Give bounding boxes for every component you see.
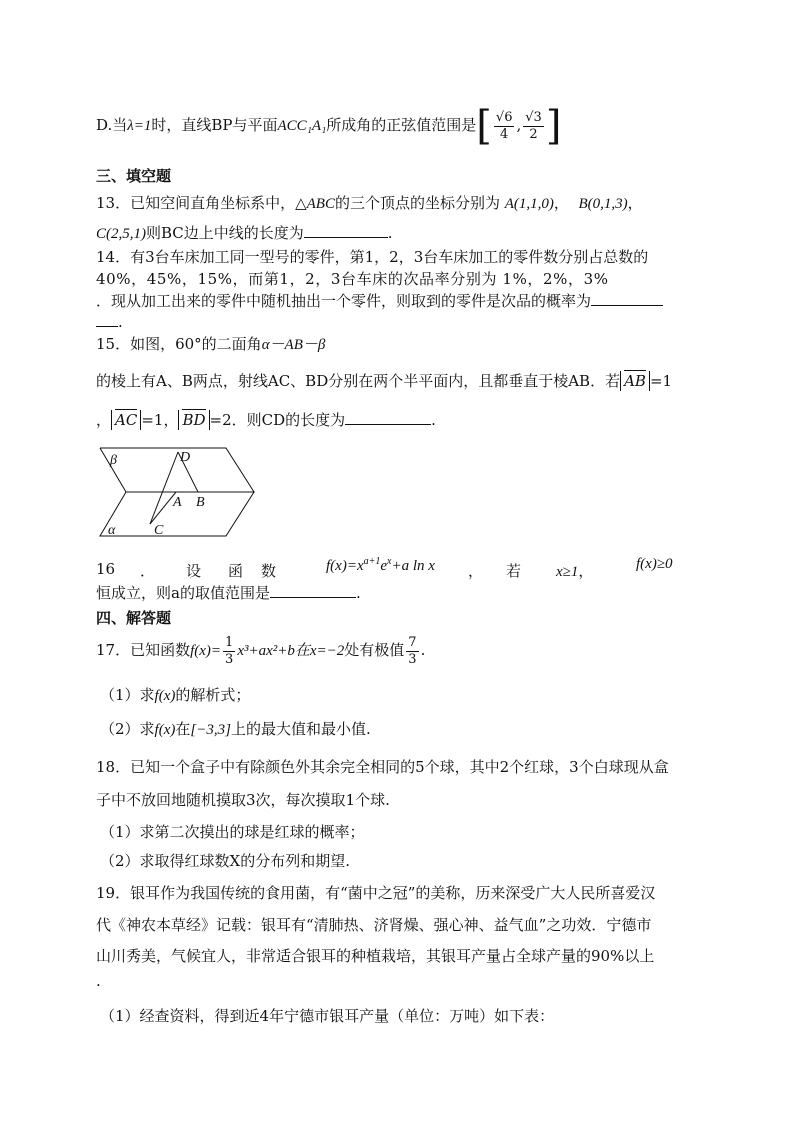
- q15-line2: 的棱上有A、B两点，射线AC、BD分别在两个半平面内，且都垂直于棱AB．若 AB =1: [96, 372, 673, 390]
- label-c: C: [154, 523, 164, 538]
- q14-line1: 14．有3台车床加工同一型号的零件，第1，2，3台车床加工的零件数分别占总数的: [96, 248, 649, 266]
- q17-part2: （2）求f(x)在[−3,3]上的最大值和最小值.: [100, 720, 371, 738]
- option-d-text: 时，直线BP与平面: [151, 116, 278, 134]
- q13-answer-blank[interactable]: [304, 223, 388, 238]
- point-b: B(0,1,3): [578, 196, 628, 212]
- vector-ac: AC: [115, 411, 138, 429]
- q17-part1: （1）求f(x)的解析式；: [100, 686, 251, 704]
- option-d-label: D.当: [96, 116, 128, 134]
- q19-line1: 19．银耳作为我国传统的食用菌，有“菌中之冠”的美称，历来深受广大人民所喜爱汉: [96, 884, 656, 902]
- segment-cd: [150, 452, 178, 524]
- q19-line2: 代《神农本草经》记载：银耳有“清肺热、济肾燥、强心神、益气血”之功效．宁德市: [96, 916, 652, 934]
- label-beta: β: [110, 453, 117, 468]
- q13-line2: C(2,5,1)则BC边上中线的长度为 .: [96, 224, 393, 242]
- section-solutions: 四、解答题: [96, 609, 172, 627]
- right-bracket: ]: [545, 103, 562, 149]
- label-a: A: [173, 495, 182, 510]
- q14-line2: 40%，45%，15%，而第1，2，3台车床的次品率分别为 1%，2%，3%: [96, 270, 609, 288]
- upper-bound-fraction: $\frac{√3}{2}$: [525, 109, 542, 142]
- q18-line1: 18．已知一个盒子中有除颜色外其余完全相同的5个球，其中2个红球，3个白球现从盒: [96, 758, 669, 776]
- q19-line4: .: [96, 972, 101, 990]
- q16-line1: 16: [96, 560, 116, 578]
- dihedral-figure: [96, 444, 258, 540]
- function-definition: $f(x)=x^{a+1}e^x+a$ ln x: [326, 556, 435, 574]
- q14-line4: .: [96, 312, 123, 331]
- q19-line3: 山川秀美，气候宜人，非常适合银耳的种植栽培，其银耳产量占全球产量的90%以上: [96, 947, 655, 965]
- lambda-condition: λ=1: [127, 118, 152, 134]
- q18-line2: 子中不放回地随机摸取3次，每次摸取1个球.: [96, 791, 390, 809]
- lower-bound-fraction: $\frac{√6}{4}$: [495, 109, 513, 142]
- q15-line3: ， AC =1， BD =2．则CD的长度为 .: [96, 411, 436, 429]
- q19-part1: （1）经查资料，得到近4年宁德市银耳产量（单位：万吨）如下表：: [100, 1007, 555, 1025]
- q15-answer-blank[interactable]: [345, 410, 431, 425]
- exam-page: D.当λ=1时，直线BP与平面ACC₁A₁所成角的正弦值范围是[ $\frac{√6}{4}$ , $\frac{√3}{2}$ ] 三、填空题 13．已知空间直角坐标系中，△ABC的三个顶点的坐标分别为 A(1,1,0)， B(0,1,3)， C(2,5,1)则BC边上中线的长度为 . 14．有3台车床加工同一型号的零件，第1，2，3台车床加工的零件数分别占总数的 40%，45%，15%，而第1，2，3台车床的次品率分别为 1%，2%，3% ．现从加工出来的零件中随机抽出一个零件，则取到的零件是次品的概率为 . 15．如图，60°的二面角α－AB－β 的棱上有A、B两点，射线AC、BD分别在两个半平面内，且都垂直于棱AB．若 AB =1 ， AC =1， BD =2．则CD的长度为 . β D A B C α 16 ． 设 函数 $f(x)=x^{a+1}e^x+a$ ln x ， 若 x≥1， f(x)≥0 恒成立，则a的取值范围是 . 四、解答题 17．已知函数f(x)= $\frac{1}{3}$ x³+ax²+b在x=−2处有极值 $\frac{7}{3}$ . （1）求f(x)的解析式； （2）求f(x)在[−3,3]上的最大值和最小值. 18．已知一个盒子中有除颜色外其余完全相同的5个球，其中2个红球，3个白球现从盒 子中不放回地随机摸取3次，每次摸取1个球. （1）求第二次摸出的球是红球的概率； （2）求取得红球数X的分布列和期望. 19．银耳作为我国传统的食用菌，有“菌中之冠”的美称，历来深受广大人民所喜爱汉 代《神农本草经》记载：银耳有“清肺热、济肾燥、强心神、益气血”之功效．宁德市 山川秀美，气候宜人，非常适合银耳的种植栽培，其银耳产量占全球产量的90%以上 . （1）经查资料，得到近4年宁德市银耳产量（单位：万吨）如下表：: [96, 103, 673, 1025]
- q18-part2: （2）求取得红球数X的分布列和期望.: [100, 852, 350, 870]
- vector-bd: BD: [182, 411, 206, 429]
- point-c: C(2,5,1): [96, 226, 146, 242]
- option-d-suffix: 所成角的正弦值范围是: [326, 116, 477, 134]
- inequality: f(x)≥0: [636, 556, 673, 572]
- q16-line2: 恒成立，则a的取值范围是 .: [96, 584, 361, 602]
- q13-line1: 13．已知空间直角坐标系中，△ABC的三个顶点的坐标分别为 A(1,1,0)， B(0,1,3)，: [96, 194, 643, 212]
- label-alpha: α: [108, 523, 116, 538]
- q18-part1: （1）求第二次摸出的球是红球的概率；: [100, 823, 365, 841]
- label-d: D: [180, 450, 191, 465]
- option-d: D.当λ=1时，直线BP与平面ACC₁A₁所成角的正弦值范围是[ $\frac{√6}{4}$ , $\frac{√3}{2}$ ]: [96, 103, 562, 149]
- q14-answer-blank-cont[interactable]: [96, 312, 118, 327]
- dihedral-angle: α－AB－β: [261, 337, 326, 353]
- q16-answer-blank[interactable]: [270, 583, 356, 598]
- plane-name: ACC₁A₁: [277, 118, 327, 134]
- section-fill-in: 三、填空题: [96, 167, 172, 185]
- left-bracket: [: [476, 103, 492, 149]
- point-a: A(1,1,0): [504, 196, 554, 212]
- vector-ab: AB: [624, 372, 646, 390]
- q17-stem: 17．已知函数f(x)= $\frac{1}{3}$ x³+ax²+b在x=−2处有极值 $\frac{7}{3}$ .: [96, 634, 426, 667]
- label-b: B: [196, 495, 205, 510]
- q14-line3: ．现从加工出来的零件中随机抽出一个零件，则取到的零件是次品的概率为: [96, 290, 663, 311]
- q15-line1: 15．如图，60°的二面角α－AB－β: [96, 335, 326, 353]
- q14-answer-blank[interactable]: [591, 291, 663, 306]
